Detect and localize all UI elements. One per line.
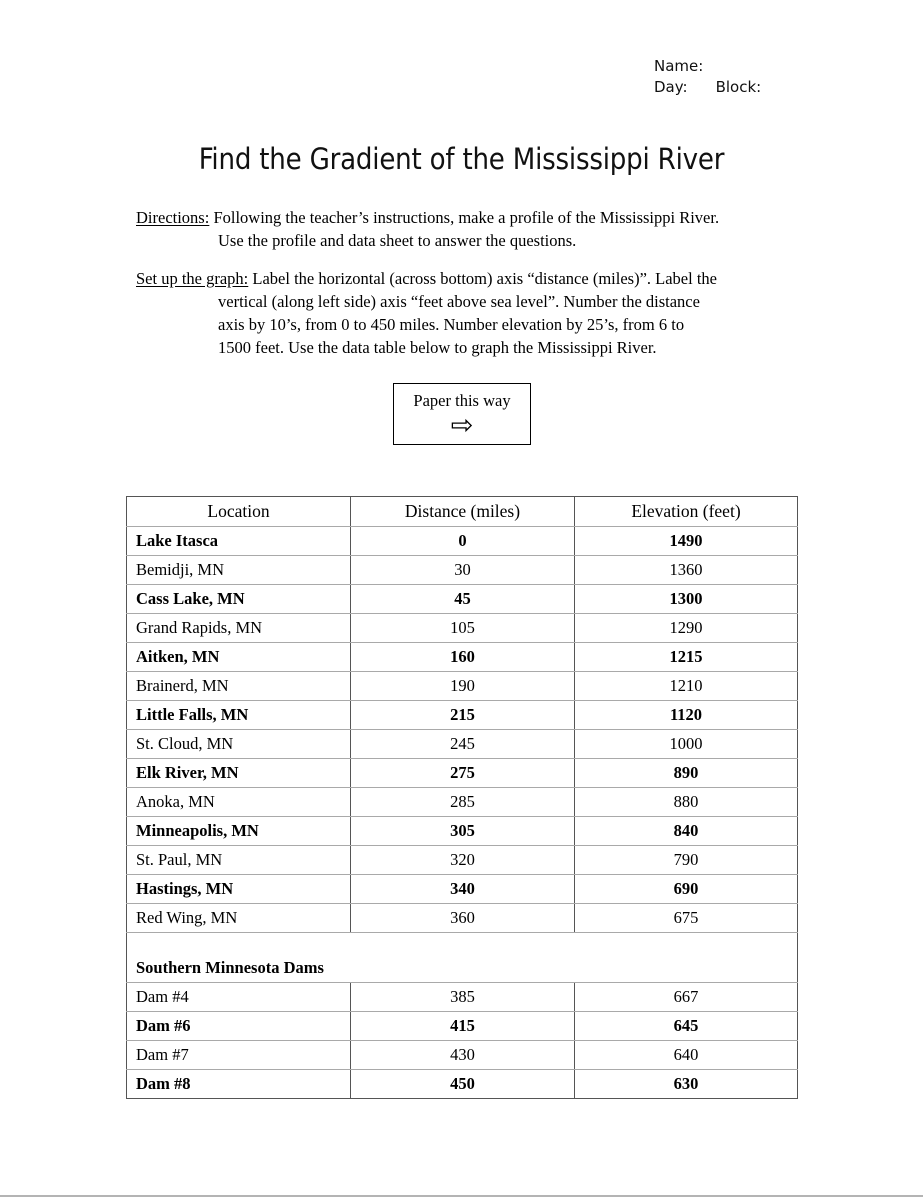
cell-location: Elk River, MN bbox=[127, 759, 351, 788]
cell-elevation: 1360 bbox=[575, 556, 798, 585]
table-row bbox=[127, 556, 798, 585]
section-label-dams: Southern Minnesota Dams bbox=[127, 933, 798, 983]
cell-location: Minneapolis, MN bbox=[127, 817, 351, 846]
day-block-line bbox=[654, 77, 761, 98]
river-data-table bbox=[126, 496, 798, 1099]
cell-elevation: 1120 bbox=[575, 701, 798, 730]
cell-distance: 275 bbox=[351, 759, 575, 788]
cell-elevation: 645 bbox=[575, 1012, 798, 1041]
cell-distance: 385 bbox=[351, 983, 575, 1012]
table-row bbox=[127, 527, 798, 556]
cell-location: Dam #6 bbox=[127, 1012, 351, 1041]
day-label: Day: bbox=[654, 78, 688, 96]
cell-elevation: 890 bbox=[575, 759, 798, 788]
cell-location: Anoka, MN bbox=[127, 788, 351, 817]
block-label: Block: bbox=[715, 78, 762, 96]
cell-distance: 340 bbox=[351, 875, 575, 904]
table-header-row bbox=[127, 497, 798, 527]
table-row bbox=[127, 1012, 798, 1041]
river-data-table-body bbox=[127, 527, 798, 1099]
cell-location: Red Wing, MN bbox=[127, 904, 351, 933]
cell-location: Dam #7 bbox=[127, 1041, 351, 1070]
paper-orientation-box bbox=[393, 383, 531, 445]
table-row bbox=[127, 759, 798, 788]
cell-distance: 0 bbox=[351, 527, 575, 556]
cell-distance: 320 bbox=[351, 846, 575, 875]
cell-distance: 105 bbox=[351, 614, 575, 643]
directions-line-2: Use the profile and data sheet to answer the questions. bbox=[218, 231, 577, 250]
cell-elevation: 640 bbox=[575, 1041, 798, 1070]
directions-lead-label: Directions: bbox=[136, 208, 210, 227]
table-row bbox=[127, 983, 798, 1012]
directions-paragraph bbox=[136, 206, 816, 252]
cell-location: St. Paul, MN bbox=[127, 846, 351, 875]
setup-line-4: 1500 feet. Use the data table below to graph the Mississippi River. bbox=[218, 338, 657, 357]
cell-elevation: 630 bbox=[575, 1070, 798, 1099]
cell-location: Cass Lake, MN bbox=[127, 585, 351, 614]
cell-elevation: 667 bbox=[575, 983, 798, 1012]
cell-distance: 160 bbox=[351, 643, 575, 672]
cell-location: Bemidji, MN bbox=[127, 556, 351, 585]
cell-elevation: 1215 bbox=[575, 643, 798, 672]
cell-distance: 415 bbox=[351, 1012, 575, 1041]
table-row bbox=[127, 788, 798, 817]
setup-line-3: axis by 10’s, from 0 to 450 miles. Number elevation by 25’s, from 6 to bbox=[218, 315, 685, 334]
cell-elevation: 840 bbox=[575, 817, 798, 846]
cell-distance: 285 bbox=[351, 788, 575, 817]
cell-location: Brainerd, MN bbox=[127, 672, 351, 701]
cell-distance: 190 bbox=[351, 672, 575, 701]
cell-elevation: 1000 bbox=[575, 730, 798, 759]
column-header-distance: Distance (miles) bbox=[351, 497, 575, 527]
cell-distance: 430 bbox=[351, 1041, 575, 1070]
table-section-header-row bbox=[127, 933, 798, 983]
cell-location: Lake Itasca bbox=[127, 527, 351, 556]
name-label: Name: bbox=[654, 57, 704, 75]
cell-distance: 450 bbox=[351, 1070, 575, 1099]
paper-orientation-label: Paper this way bbox=[413, 391, 511, 410]
setup-line-2: vertical (along left side) axis “feet above sea level”. Number the distance bbox=[218, 292, 700, 311]
cell-distance: 30 bbox=[351, 556, 575, 585]
setup-paragraph bbox=[136, 267, 796, 359]
table-row bbox=[127, 672, 798, 701]
name-line bbox=[654, 56, 761, 77]
table-row bbox=[127, 585, 798, 614]
cell-location: Dam #4 bbox=[127, 983, 351, 1012]
student-info-header bbox=[654, 56, 761, 98]
cell-distance: 305 bbox=[351, 817, 575, 846]
cell-location: Dam #8 bbox=[127, 1070, 351, 1099]
cell-elevation: 790 bbox=[575, 846, 798, 875]
directions-line-1: Following the teacher’s instructions, make a profile of the Mississippi River. bbox=[209, 208, 720, 227]
cell-location: Hastings, MN bbox=[127, 875, 351, 904]
table-row bbox=[127, 875, 798, 904]
table-row bbox=[127, 643, 798, 672]
cell-elevation: 690 bbox=[575, 875, 798, 904]
cell-location: Little Falls, MN bbox=[127, 701, 351, 730]
column-header-elevation: Elevation (feet) bbox=[575, 497, 798, 527]
table-row bbox=[127, 730, 798, 759]
table-row bbox=[127, 904, 798, 933]
cell-distance: 45 bbox=[351, 585, 575, 614]
cell-location: Grand Rapids, MN bbox=[127, 614, 351, 643]
cell-location: St. Cloud, MN bbox=[127, 730, 351, 759]
cell-location: Aitken, MN bbox=[127, 643, 351, 672]
cell-elevation: 1290 bbox=[575, 614, 798, 643]
setup-line-1: Label the horizontal (across bottom) axis “distance (miles)”. Label the bbox=[248, 269, 717, 288]
cell-distance: 245 bbox=[351, 730, 575, 759]
cell-elevation: 675 bbox=[575, 904, 798, 933]
right-arrow-icon: ⇨ bbox=[450, 410, 474, 441]
cell-elevation: 880 bbox=[575, 788, 798, 817]
cell-distance: 360 bbox=[351, 904, 575, 933]
cell-elevation: 1490 bbox=[575, 527, 798, 556]
cell-elevation: 1210 bbox=[575, 672, 798, 701]
column-header-location: Location bbox=[127, 497, 351, 527]
table-row bbox=[127, 1041, 798, 1070]
setup-lead-label: Set up the graph: bbox=[136, 269, 249, 288]
table-row bbox=[127, 846, 798, 875]
page-title: Find the Gradient of the Mississippi River bbox=[198, 142, 725, 177]
table-row bbox=[127, 817, 798, 846]
cell-elevation: 1300 bbox=[575, 585, 798, 614]
table-row bbox=[127, 1070, 798, 1099]
table-row bbox=[127, 701, 798, 730]
table-row bbox=[127, 614, 798, 643]
cell-distance: 215 bbox=[351, 701, 575, 730]
